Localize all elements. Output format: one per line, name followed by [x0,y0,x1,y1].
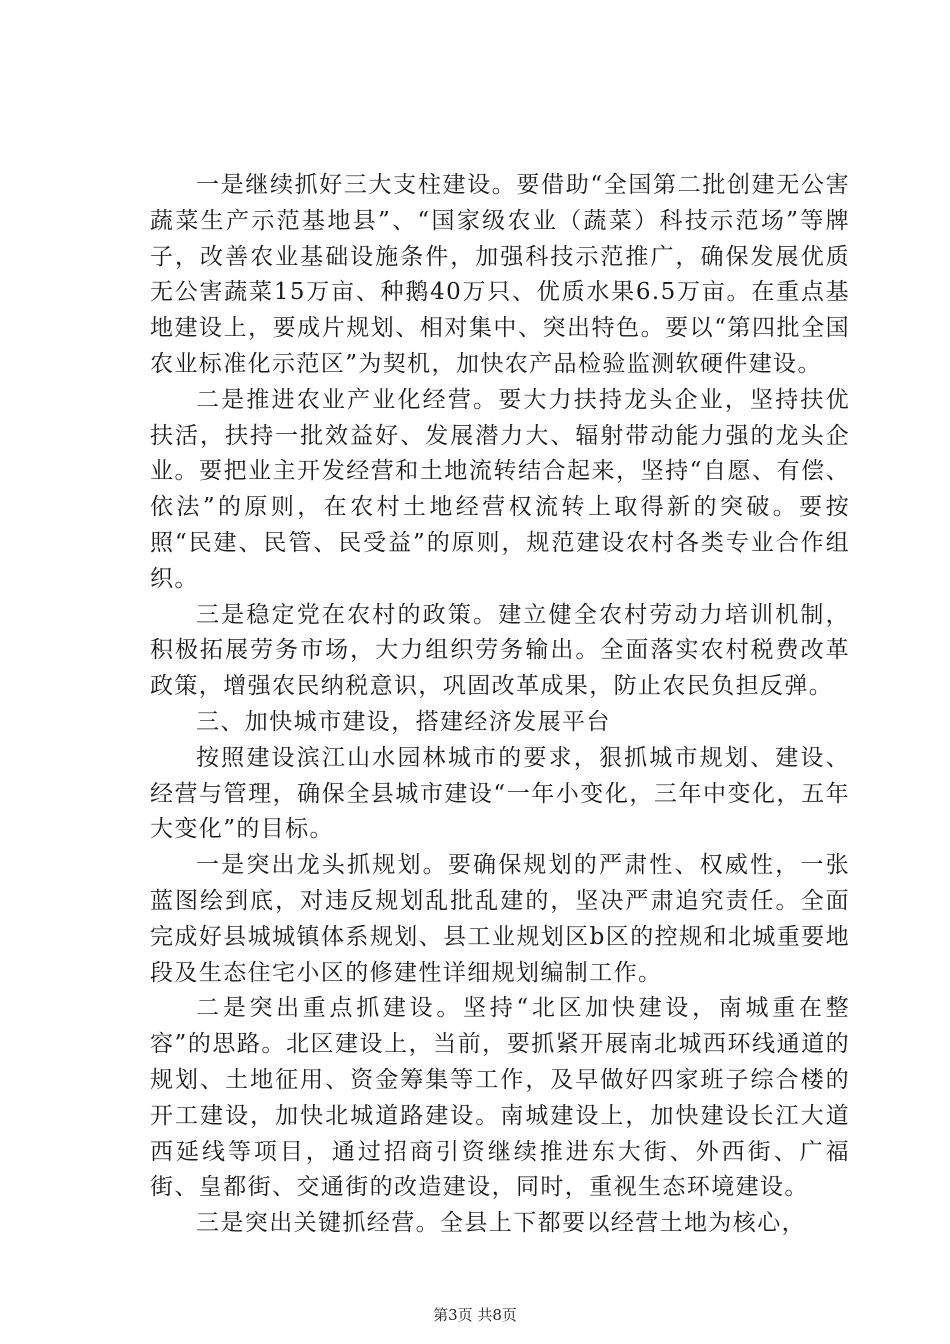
paragraph-agri-industrialization: 二是推进农业产业化经营。要大力扶持龙头企业，坚持扶优扶活，扶持一批效益好、发展潜力大、辐射带动能力强的龙头企业。要把业主开发经营和土地流转结合起来，坚持“自愿、有偿、依法”的原则，在农村土地经营权流转上取得新的突破。要按照“民建、民管、民受益”的原则，规范建设农村各类专业合作组织。 [150,386,850,592]
paragraph-pillar-construction: 一是继续抓好三大支柱建设。要借助“全国第二批创建无公害蔬菜生产示范基地县”、“国家级农业（蔬菜）科技示范场”等牌子，改善农业基础设施条件，加强科技示范推广，确保发展优质无公害蔬菜15万亩、种鹅40万只、优质水果6.5万亩。在重点基地建设上，要成片规划、相对集中、突出特色。要以“第四批全国农业标准化示范区”为契机，加快农产品检验监测软硬件建设。 [150,172,850,377]
paragraph-planning: 一是突出龙头抓规划。要确保规划的严肃性、权威性，一张蓝图绘到底，对违反规划乱批乱建的，坚决严肃追究责任。全面完成好县城城镇体系规划、县工业规划区b区的控规和北城重要地段及生态住宅小区的修建性详细规划编制工作。 [150,852,850,986]
paragraph-land-management: 三是突出关键抓经营。全县上下都要以经营土地为核心， [196,1210,806,1237]
paragraph-city-goals: 按照建设滨江山水园林城市的要求，狠抓城市规划、建设、经营与管理，确保全县城市建设“一年小变化，三年中变化，五年大变化”的目标。 [150,744,850,843]
page-footer: 第3页 共8页 [433,1306,517,1324]
paragraph-rural-policy: 三是稳定党在农村的政策。建立健全农村劳动力培训机制，积极拓展劳务市场，大力组织劳务输出。全面落实农村税费改革政策，增强农民纳税意识，巩固改革成果，防止农民负担反弹。 [150,601,850,700]
document-body [150,168,850,1242]
paragraph-key-construction: 二是突出重点抓建设。坚持“北区加快建设，南城重在整容”的思路。北区建设上，当前，要抓紧开展南北城西环线通道的规划、土地征用、资金筹集等工作，及早做好四家班子综合楼的开工建设，加快北城道路建设。南城建设上，加快建设长江大道西延线等项目，通过招商引资继续推进东大街、外西街、广福街、皇都街、交通街的改造建设，同时，重视生态环境建设。 [150,995,850,1201]
section-heading-city-construction: 三、加快城市建设，搭建经济发展平台 [196,708,611,735]
